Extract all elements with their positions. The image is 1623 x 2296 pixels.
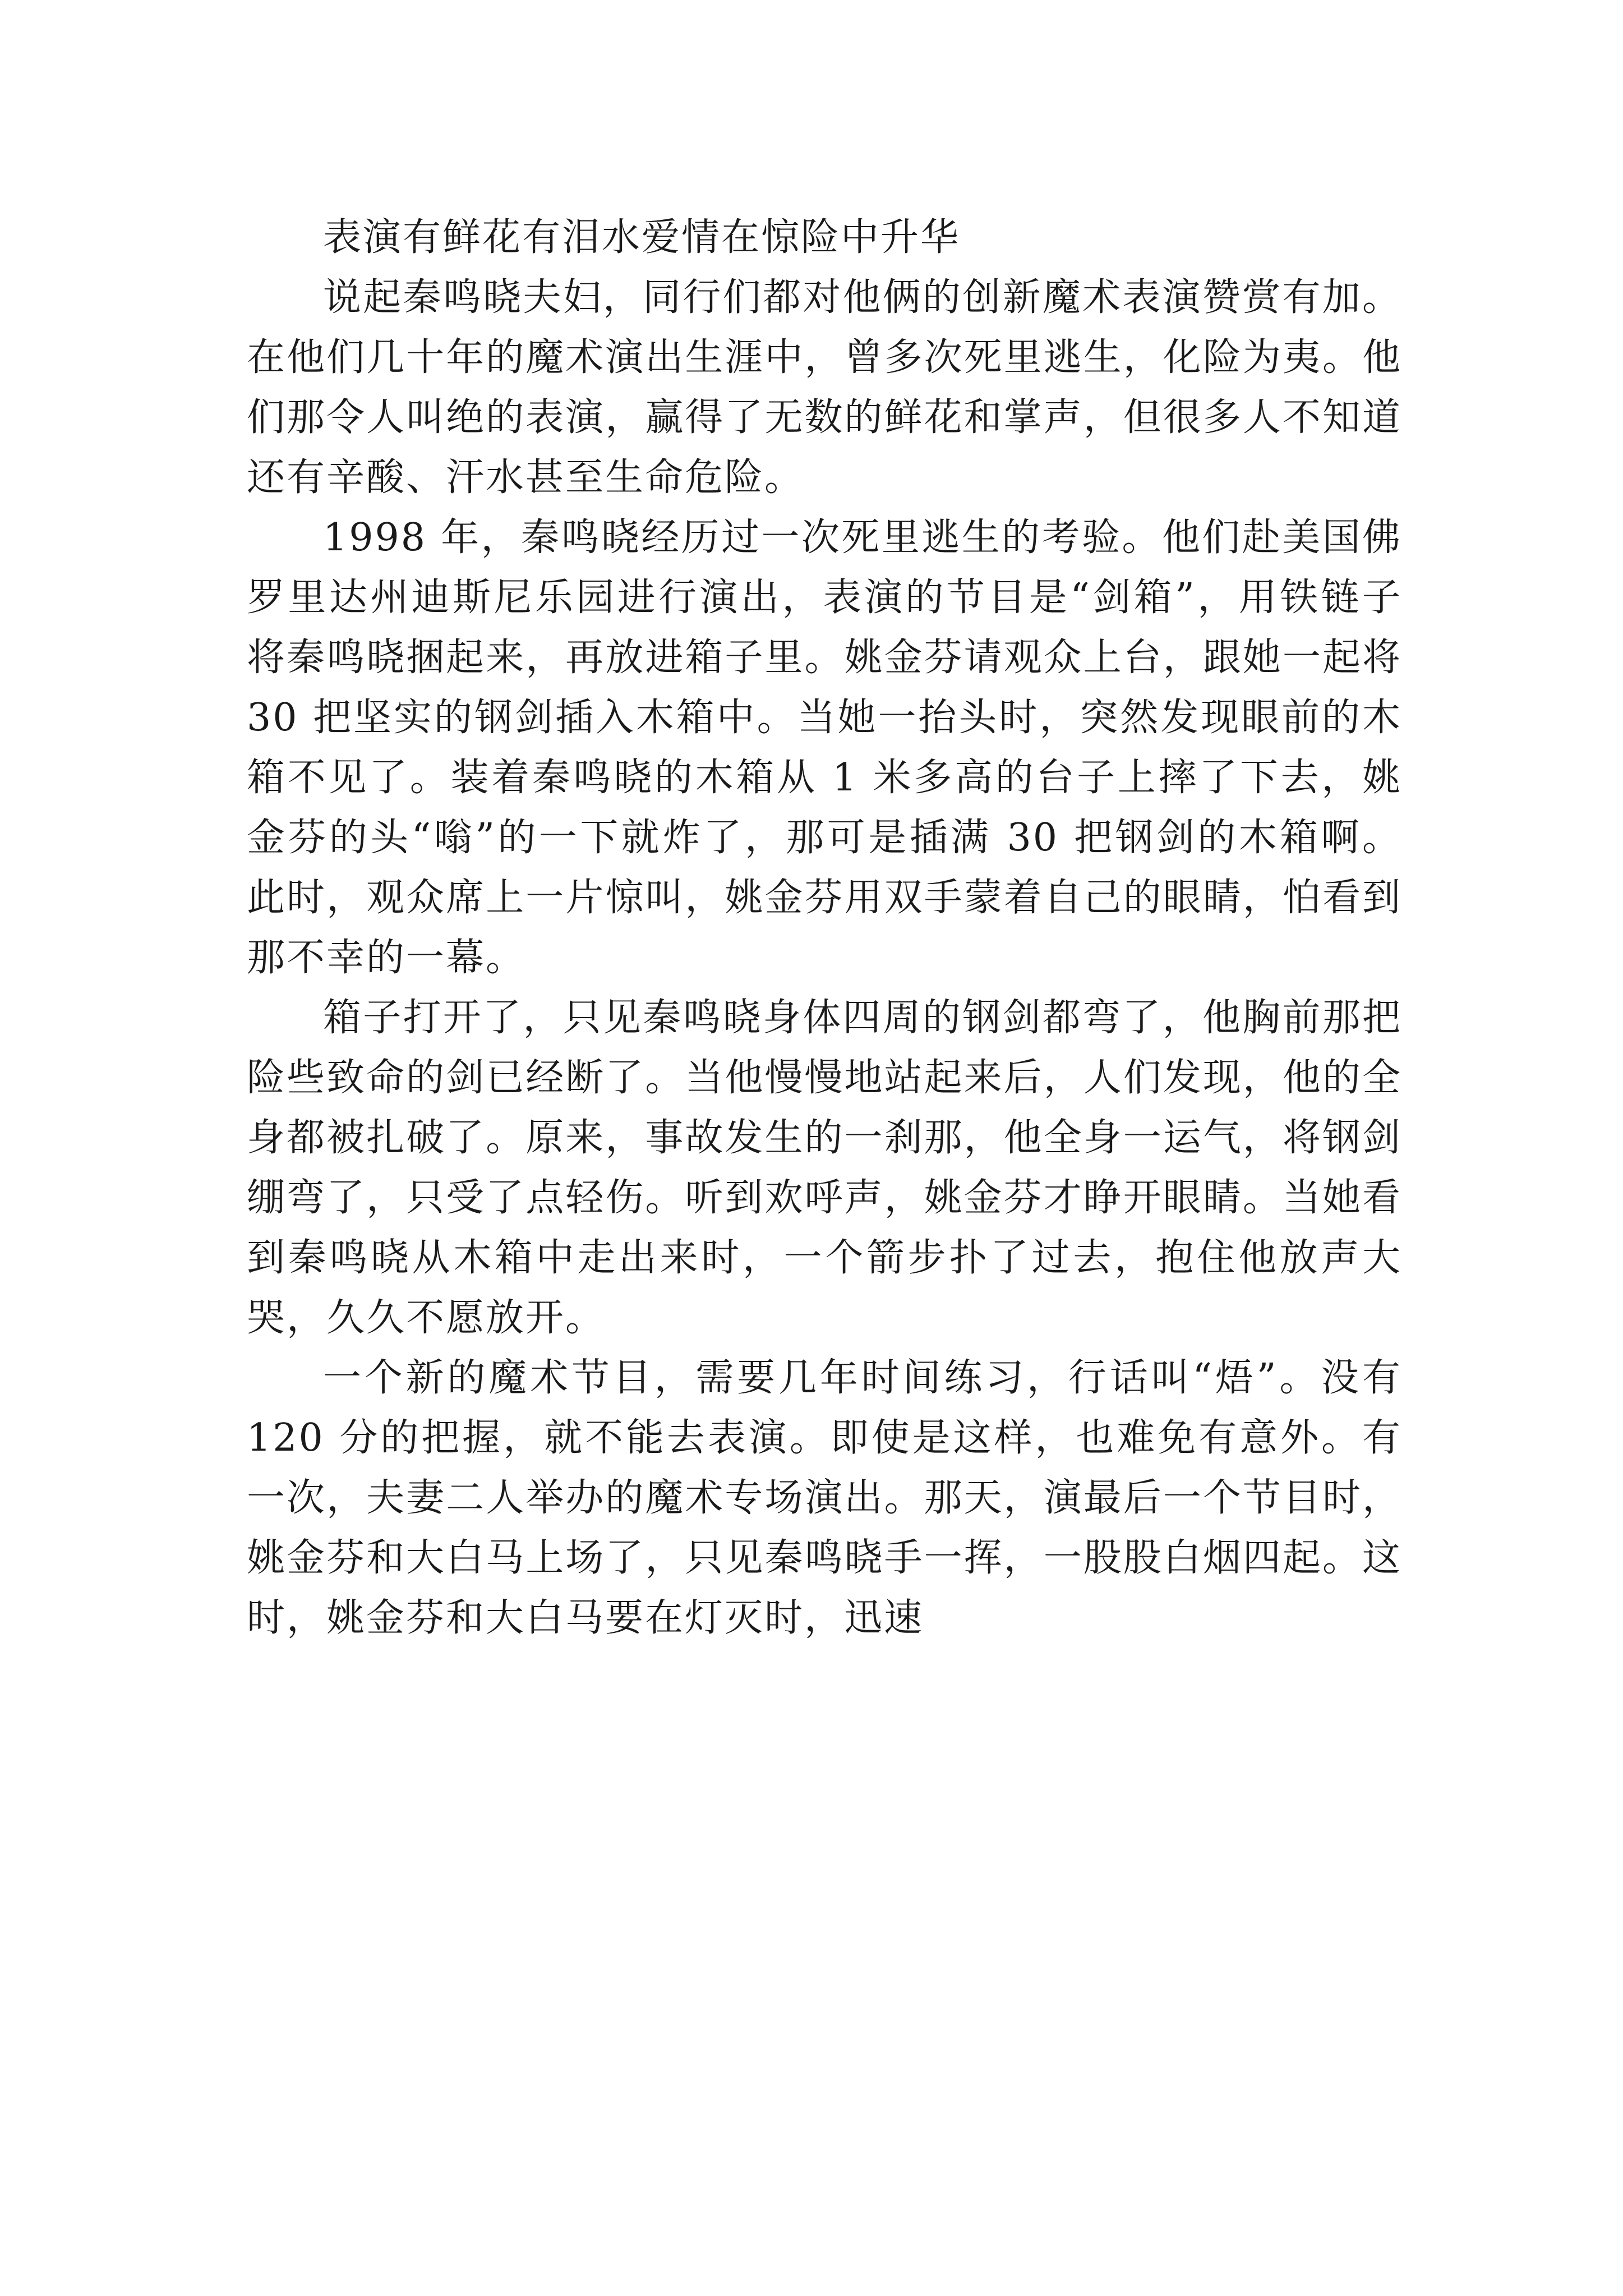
paragraph: 说起秦鸣晓夫妇，同行们都对他俩的创新魔术表演赞赏有加。在他们几十年的魔术演出生涯中，曾多次死里逃生，化险为夷。他们那令人叫绝的表演，赢得了无数的鲜花和掌声，但很多人不知道还有辛酸、汗水甚至生命危险。 (247, 275, 1402, 500)
paragraph: 1998 年，秦鸣晓经历过一次死里逃生的考验。他们赴美国佛罗里达州迪斯尼乐园进行演出，表演的节目是“剑箱”，用铁链子将秦鸣晓捆起来，再放进箱子里。姚金芬请观众上台，跟她一起将 30 把坚实的钢剑插入木箱中。当她一抬头时，突然发现眼前的木箱不见了。装着秦鸣晓的木箱从 1 米多高的台子上摔了下去，姚金芬的头“嗡”的一下就炸了，那可是插满 30 把钢剑的木箱啊。此时，观众席上一片惊叫，姚金芬用双手蒙着自己的眼睛，怕看到那不幸的一幕。 (247, 516, 1402, 980)
paragraph: 一个新的魔术节目，需要几年时间练习，行话叫“焐”。没有 120 分的把握，就不能去表演。即使是这样，也难免有意外。有一次，夫妻二人举办的魔术专场演出。那天，演最后一个节目时，姚金芬和大白马上场了，只见秦鸣晓手一挥，一股股白烟四起。这时，姚金芬和大白马要在灯灭时，迅速 (247, 1356, 1402, 1640)
paragraph: 箱子打开了，只见秦鸣晓身体四周的钢剑都弯了，他胸前那把险些致命的剑已经断了。当他慢慢地站起来后，人们发现，他的全身都被扎破了。原来，事故发生的一刹那，他全身一运气，将钢剑绷弯了，只受了点轻伤。听到欢呼声，姚金芬才睁开眼睛。当她看到秦鸣晓从木箱中走出来时，一个箭步扑了过去，抱住他放声大哭，久久不愿放开。 (247, 996, 1402, 1340)
article-body (247, 208, 1402, 1648)
section-heading: 表演有鲜花有泪水爱情在惊险中升华 (323, 215, 961, 260)
